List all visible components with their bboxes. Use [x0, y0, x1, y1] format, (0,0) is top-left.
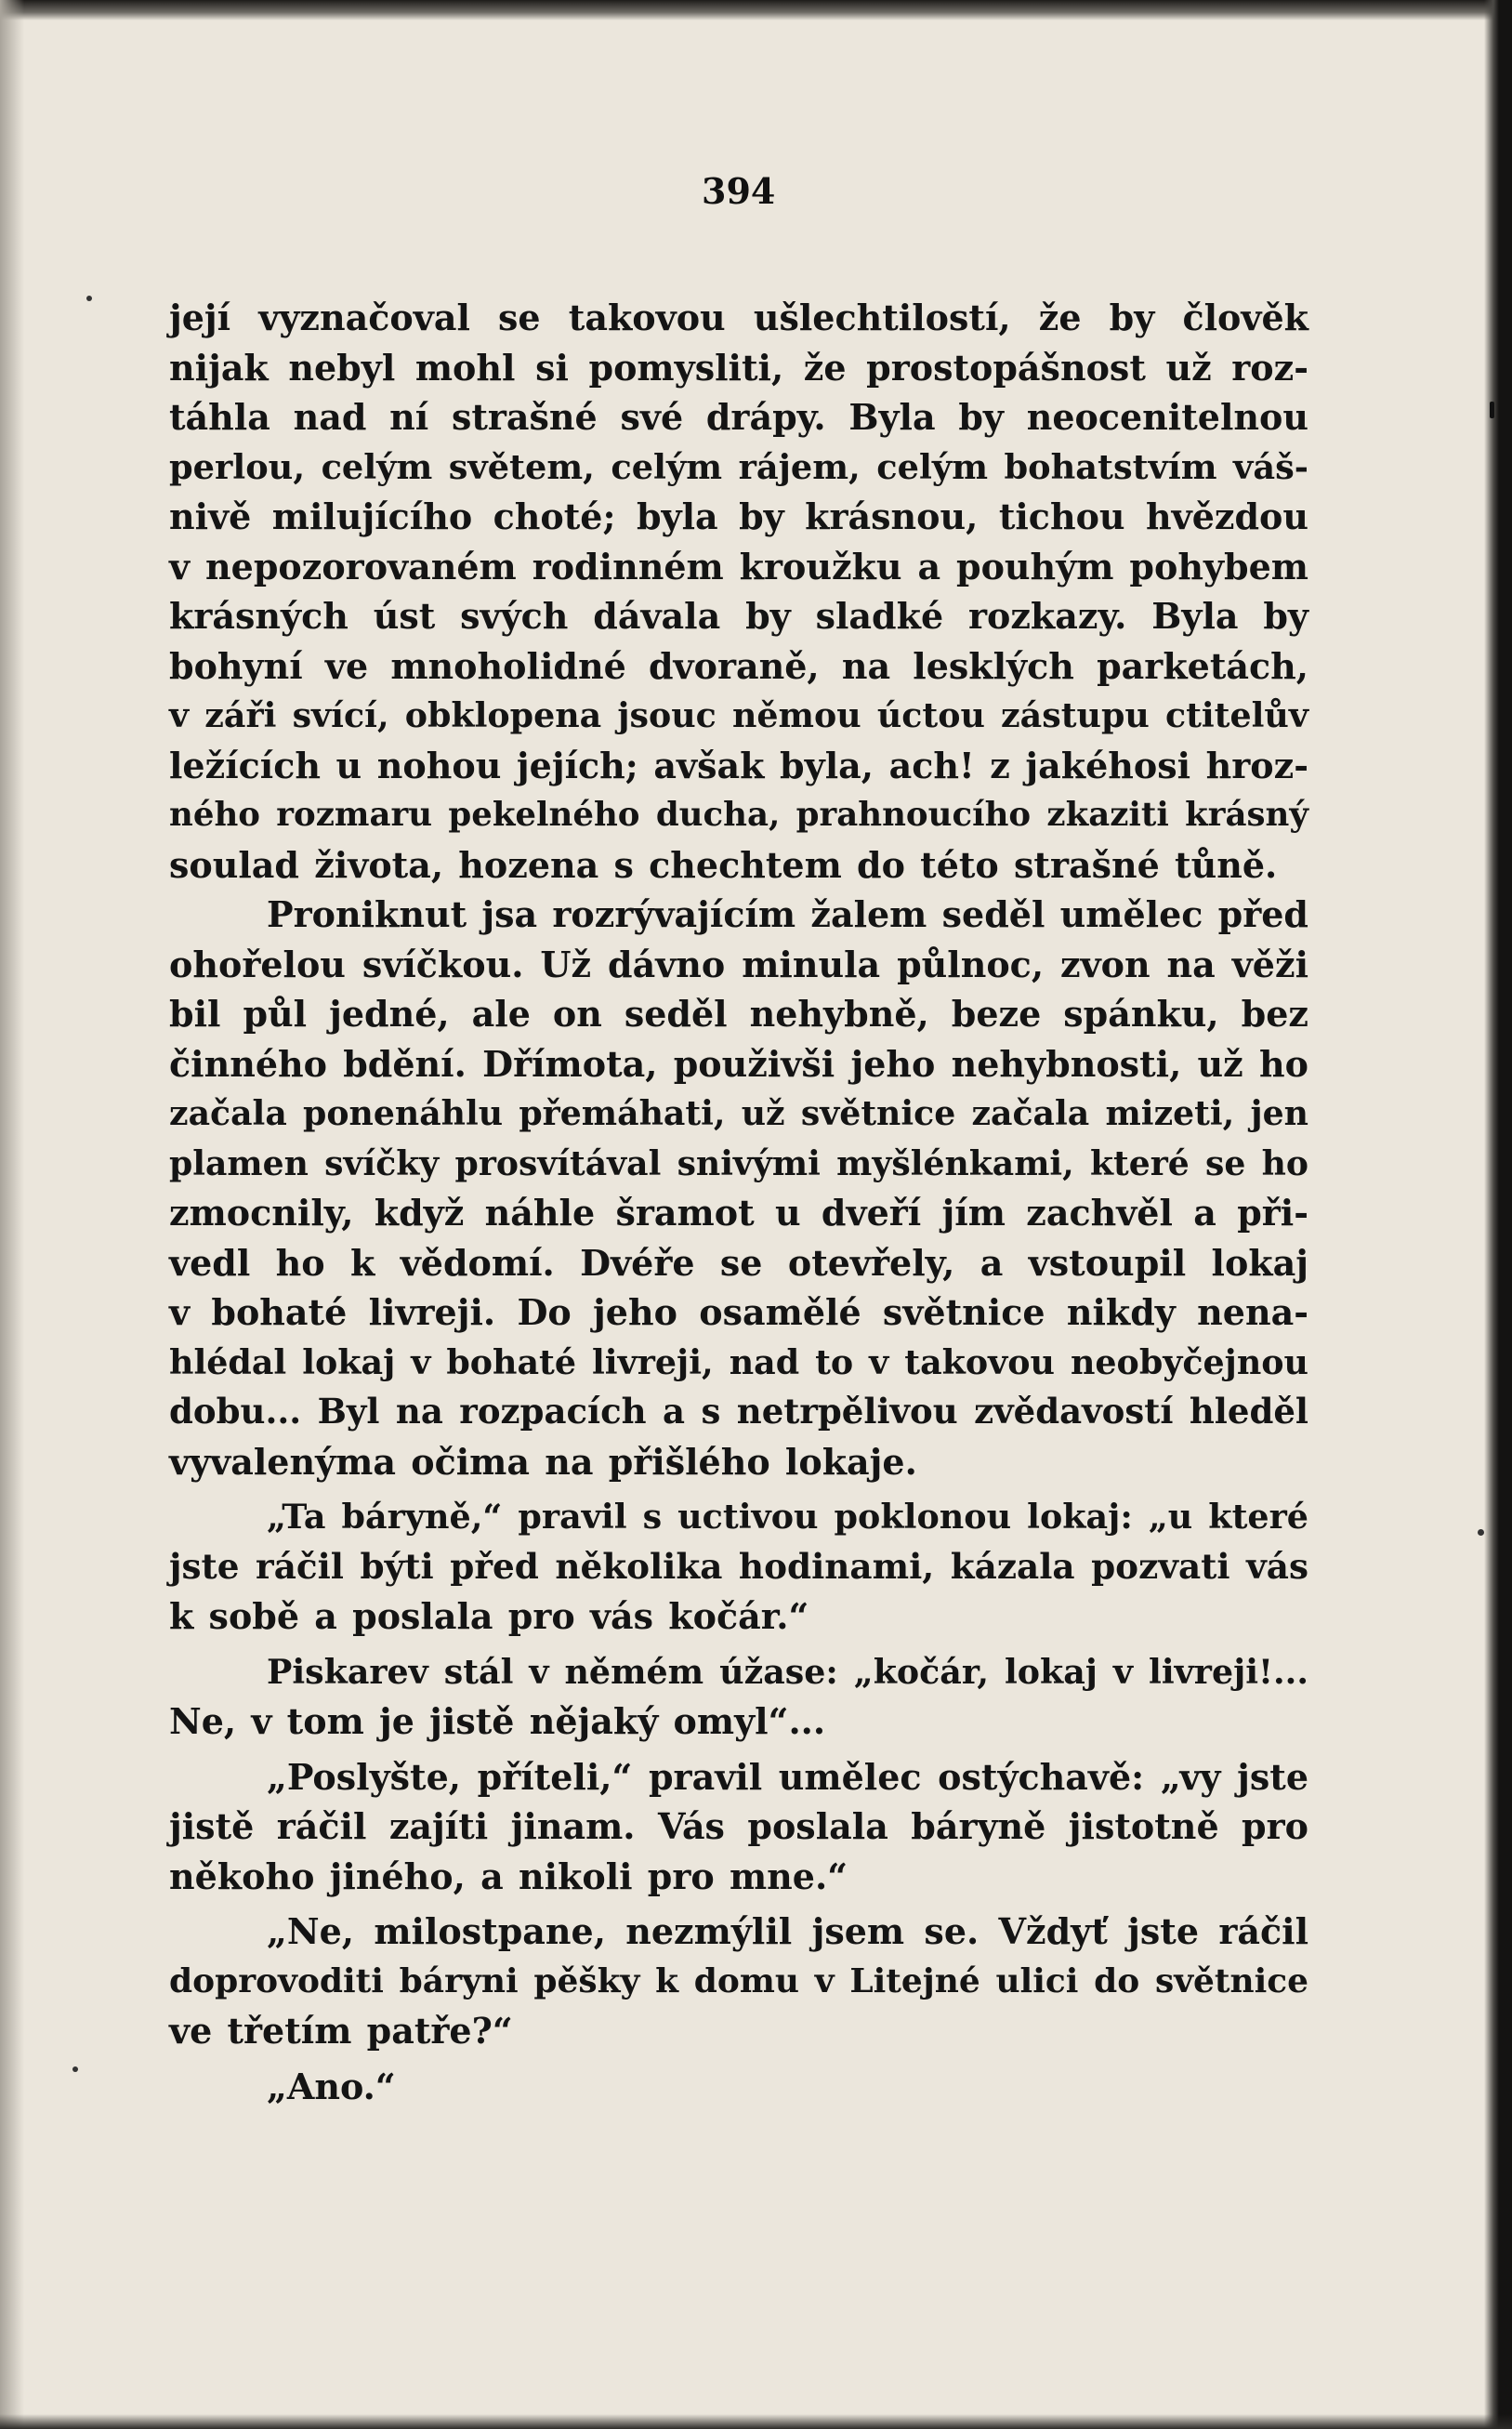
- text-line: její vyznačoval se takovou ušlechtilostí, že by člověk: [169, 297, 1308, 338]
- text-line: „Poslyšte, příteli,“ pravil umělec ostýchavě: „vy jste: [267, 1755, 1308, 1798]
- paragraph: [169, 890, 1308, 1486]
- text-line: „Ta báryně,“ pravil s uctivou poklonou lokaj: „u které: [267, 1497, 1308, 1537]
- paragraph: [169, 2062, 1308, 2112]
- text-line: nijak nebyl mohl si pomysliti, že prostopášnost už roz-: [169, 346, 1308, 389]
- text-line: zmocnily, když náhle šramot u dveří jím zachvěl a při-: [169, 1192, 1308, 1234]
- scan-edge-top: [0, 0, 1512, 20]
- text-line: k sobě a poslala pro vás kočár.“: [169, 1595, 809, 1637]
- text-line: někoho jiného, a nikoli pro mne.“: [169, 1855, 848, 1897]
- text-line: „Ano.“: [267, 2065, 396, 2107]
- text-line: dobu... Byl na rozpacích a s netrpělivou zvědavostí hleděl: [169, 1391, 1308, 1432]
- text-line: činného bdění. Dřímota, použivši jeho nehybnosti, už ho: [169, 1042, 1308, 1085]
- scan-edge-right: [1484, 0, 1512, 2429]
- text-line: doprovoditi báryni pěšky k domu v Litejné ulici do světnice: [169, 1960, 1308, 2000]
- text-line: bohyní ve mnoholidné dvoraně, na lesklých parketách,: [169, 644, 1308, 687]
- text-line: „Ne, milostpane, nezmýlil jsem se. Vždyť jste ráčil: [267, 1910, 1308, 1952]
- text-line: ohořelou svíčkou. Už dávno minula půlnoc, zvon na věži: [169, 943, 1308, 985]
- text-line: v záři svící, obklopena jsouc němou úctou zástupu ctitelův: [169, 695, 1308, 735]
- page-number: 394: [702, 170, 776, 212]
- text-line: plamen svíčky prosvítával snivými myšlénkami, které se ho: [169, 1142, 1308, 1183]
- scan-speck: [72, 2066, 78, 2072]
- paragraph: [169, 293, 1308, 890]
- text-line: Ne, v tom je jistě nějaký omyl“...: [169, 1700, 826, 1742]
- text-line: bil půl jedné, ale on seděl nehybně, beze spánku, bez: [169, 993, 1308, 1035]
- paragraph: [169, 1907, 1308, 2056]
- text-line: ve třetím patře?“: [169, 2010, 513, 2052]
- scan-speck: [1490, 402, 1494, 418]
- text-line: jste ráčil býti před několika hodinami, kázala pozvati vás: [169, 1545, 1308, 1587]
- text-line: v nepozorovaném rodinném kroužku a pouhým pohybem: [169, 545, 1308, 587]
- text-line: táhla nad ní strašné své drápy. Byla by neocenitelnou: [169, 396, 1308, 438]
- text-line: ného rozmaru pekelného ducha, prahnoucího zkaziti krásný: [169, 796, 1308, 834]
- text-line: vyvalenýma očima na přišlého lokaje.: [169, 1440, 917, 1483]
- text-line: Piskarev stál v němém úžase: „kočár, lokaj v livreji!...: [267, 1651, 1308, 1692]
- paragraph: [169, 1647, 1308, 1747]
- text-line: perlou, celým světem, celým rájem, celým bohatstvím váš-: [169, 446, 1308, 487]
- scan-edge-left: [0, 0, 24, 2429]
- text-line: nivě milujícího choté; byla by krásnou, tichou hvězdou: [169, 495, 1308, 537]
- text-line: soulad života, hozena s chechtem do této strašné tůně.: [169, 843, 1278, 886]
- paragraph: [169, 1492, 1308, 1642]
- body-text: [169, 293, 1308, 2111]
- text-line: hlédal lokaj v bohaté livreji, nad to v takovou neobyčejnou: [169, 1341, 1308, 1382]
- text-line: vedl ho k vědomí. Dvéře se otevřely, a vstoupil lokaj: [169, 1241, 1308, 1284]
- scan-speck: [86, 296, 92, 301]
- text-line: ležících u nohou jejích; avšak byla, ach! z jakéhosi hroz-: [169, 744, 1308, 786]
- text-line: jistě ráčil zajíti jinam. Vás poslala báryně jistotně pro: [169, 1805, 1308, 1847]
- scan-edge-bottom: [0, 2414, 1512, 2429]
- paragraph: [169, 1752, 1308, 1902]
- text-line: začala ponenáhlu přemáhati, už světnice začala mizeti, jen: [169, 1093, 1308, 1133]
- text-line: krásných úst svých dávala by sladké rozkazy. Byla by: [169, 595, 1308, 637]
- text-line: v bohaté livreji. Do jeho osamělé světnice nikdy nena-: [169, 1291, 1308, 1333]
- text-line: Proniknut jsa rozrývajícím žalem seděl umělec před: [267, 893, 1308, 935]
- scan-speck: [1478, 1529, 1484, 1536]
